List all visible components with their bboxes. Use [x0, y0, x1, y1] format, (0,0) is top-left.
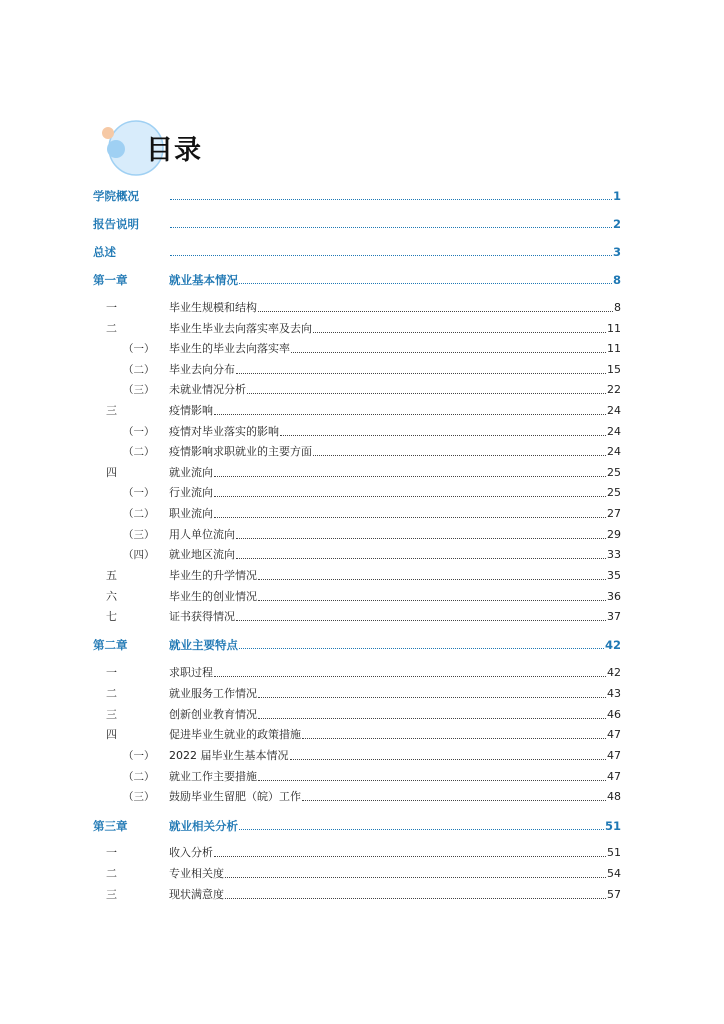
toc-dot-leader: [239, 282, 612, 284]
toc-page-number: 24: [607, 445, 621, 458]
toc-entry-number: 总述: [93, 245, 116, 259]
toc-dot-leader: [225, 897, 606, 899]
toc-dot-leader: [239, 828, 604, 830]
toc-entry-number: 五: [106, 569, 117, 582]
toc-entry[interactable]: [93, 786, 621, 804]
toc-dot-leader: [214, 675, 606, 677]
toc-dot-leader: [258, 599, 606, 601]
toc-entry-label: 疫情影响: [169, 404, 213, 417]
toc-entry-label: 求职过程: [169, 666, 213, 679]
toc-page-number: 46: [607, 708, 621, 721]
toc-page-number: 25: [607, 466, 621, 479]
toc-entry-number: （四）: [123, 549, 155, 561]
toc-entry[interactable]: [93, 586, 621, 604]
toc-dot-leader: [313, 331, 606, 333]
toc-entry-number: 三: [106, 708, 117, 721]
toc-entry-number: （一）: [123, 343, 155, 355]
toc-entry[interactable]: [93, 379, 621, 397]
toc-entry-number: 四: [106, 728, 117, 741]
toc-entry[interactable]: [93, 318, 621, 336]
toc-page-number: 29: [607, 528, 621, 541]
toc-page-number: 51: [607, 846, 621, 859]
toc-entry-label: 收入分析: [169, 846, 213, 859]
toc-entry[interactable]: [93, 815, 621, 833]
toc-entry[interactable]: [93, 704, 621, 722]
toc-dot-leader: [170, 198, 612, 200]
toc-entry[interactable]: [93, 606, 621, 624]
toc-dot-leader: [239, 647, 604, 649]
toc-entry[interactable]: [93, 766, 621, 784]
toc-entry-number: 一: [106, 846, 117, 859]
toc-page-number: 22: [607, 383, 621, 396]
toc-entry[interactable]: [93, 185, 621, 203]
toc-entry[interactable]: [93, 634, 621, 652]
toc-entry[interactable]: [93, 241, 621, 259]
toc-dot-leader: [258, 717, 606, 719]
toc-entry-number: 学院概况: [93, 189, 139, 203]
toc-entry-number: 二: [106, 867, 117, 880]
page-title: 目录: [146, 135, 202, 166]
toc-entry[interactable]: [93, 662, 621, 680]
toc-entry[interactable]: [93, 884, 621, 902]
toc-page-number: 11: [607, 322, 621, 335]
toc-dot-leader: [214, 495, 606, 497]
toc-entry[interactable]: [93, 213, 621, 231]
toc-entry-number: 第三章: [93, 819, 128, 833]
toc-entry-label: 鼓励毕业生留肥（皖）工作: [169, 790, 301, 803]
toc-page-number: 3: [612, 245, 621, 259]
toc-entry[interactable]: [93, 338, 621, 356]
toc-page-number: 25: [607, 486, 621, 499]
toc-entry-number: （一）: [123, 426, 155, 438]
toc-entry[interactable]: [93, 359, 621, 377]
toc-page-number: 51: [604, 819, 621, 833]
toc-page-number: 24: [607, 404, 621, 417]
toc-entry-label: 用人单位流向: [169, 528, 235, 541]
toc-dot-leader: [214, 855, 606, 857]
toc-entry[interactable]: [93, 683, 621, 701]
toc-dot-leader: [170, 254, 612, 256]
toc-dot-leader: [170, 226, 612, 228]
toc-entry-label: 创新创业教育情况: [169, 708, 257, 721]
toc-entry[interactable]: [93, 297, 621, 315]
toc-entry-number: （三）: [123, 529, 155, 541]
toc-page-number: 24: [607, 425, 621, 438]
toc-dot-leader: [236, 557, 606, 559]
toc-page-number: 15: [607, 363, 621, 376]
toc-entry-label: 就业相关分析: [169, 819, 238, 833]
toc-dot-leader: [214, 475, 606, 477]
toc-dot-leader: [236, 372, 606, 374]
toc-entry-label: 毕业生毕业去向落实率及去向: [169, 322, 312, 335]
toc-dot-leader: [258, 779, 606, 781]
toc-entry-number: （三）: [123, 791, 155, 803]
toc-entry-label: 毕业生的升学情况: [169, 569, 257, 582]
toc-entry-label: 促进毕业生就业的政策措施: [169, 728, 301, 741]
toc-page-number: 8: [612, 273, 621, 287]
toc-page-number: 47: [607, 749, 621, 762]
toc-entry-number: 四: [106, 466, 117, 479]
toc-page-number: 33: [607, 548, 621, 561]
toc-page-number: 37: [607, 610, 621, 623]
toc-dot-leader: [236, 537, 606, 539]
toc-entry-label: 疫情对毕业落实的影响: [169, 425, 279, 438]
toc-dot-leader: [214, 413, 606, 415]
toc-page-number: 8: [614, 301, 621, 314]
toc-page-number: 11: [607, 342, 621, 355]
toc-entry-label: 职业流向: [169, 507, 213, 520]
toc-dot-leader: [290, 758, 607, 760]
toc-dot-leader: [258, 696, 606, 698]
toc-entry-number: （一）: [123, 750, 155, 762]
toc-entry[interactable]: [93, 400, 621, 418]
toc-entry-label: 就业服务工作情况: [169, 687, 257, 700]
toc-entry[interactable]: [93, 863, 621, 881]
toc-entry-label: 就业主要特点: [169, 638, 238, 652]
toc-dot-leader: [258, 310, 613, 312]
toc-entry-label: 现状满意度: [169, 888, 224, 901]
toc-entry[interactable]: [93, 482, 621, 500]
toc-entry[interactable]: [93, 745, 621, 763]
toc-entry-label: 疫情影响求职就业的主要方面: [169, 445, 312, 458]
toc-entry-label: 未就业情况分析: [169, 383, 246, 396]
toc-page-number: 47: [607, 770, 621, 783]
toc-dot-leader: [302, 799, 606, 801]
toc-entry-label: 就业地区流向: [169, 548, 235, 561]
toc-dot-leader: [247, 392, 606, 394]
toc-entry[interactable]: [93, 441, 621, 459]
toc-entry-label: 就业基本情况: [169, 273, 238, 287]
toc-dot-leader: [236, 619, 606, 621]
toc-entry-number: 二: [106, 687, 117, 700]
toc-dot-leader: [313, 454, 606, 456]
toc-page-number: 42: [607, 666, 621, 679]
toc-entry[interactable]: [93, 842, 621, 860]
toc-entry-number: 七: [106, 610, 117, 623]
toc-entry-label: 2022 届毕业生基本情况: [169, 749, 289, 762]
toc-entry-number: 六: [106, 590, 117, 603]
toc-page-number: 48: [607, 790, 621, 803]
toc-entry-number: 三: [106, 404, 117, 417]
toc-entry[interactable]: [93, 524, 621, 542]
toc-entry-label: 专业相关度: [169, 867, 224, 880]
toc-page-number: 27: [607, 507, 621, 520]
toc-page-number: 42: [604, 638, 621, 652]
toc-page-number: 36: [607, 590, 621, 603]
toc-dot-leader: [258, 578, 606, 580]
toc-page-number: 54: [607, 867, 621, 880]
toc-entry[interactable]: [93, 724, 621, 742]
toc-entry[interactable]: [93, 565, 621, 583]
toc-entry-number: 一: [106, 666, 117, 679]
toc-entry-number: （二）: [123, 508, 155, 520]
toc-entry-number: （二）: [123, 771, 155, 783]
toc-entry-label: 毕业生的创业情况: [169, 590, 257, 603]
toc-entry-number: （二）: [123, 446, 155, 458]
toc-page-number: 35: [607, 569, 621, 582]
toc-entry-label: 就业工作主要措施: [169, 770, 257, 783]
toc-entry[interactable]: [93, 421, 621, 439]
toc-dot-leader: [214, 516, 606, 518]
toc-dot-leader: [280, 434, 606, 436]
toc-entry-number: 二: [106, 322, 117, 335]
toc-entry-label: 就业流向: [169, 466, 213, 479]
toc-entry-number: （二）: [123, 364, 155, 376]
toc-entry[interactable]: [93, 503, 621, 521]
toc-entry-number: 三: [106, 888, 117, 901]
toc-entry-label: 毕业去向分布: [169, 363, 235, 376]
toc-entry-label: 行业流向: [169, 486, 213, 499]
toc-page-number: 43: [607, 687, 621, 700]
toc-entry-label: 毕业生规模和结构: [169, 301, 257, 314]
toc-entry-number: （一）: [123, 487, 155, 499]
toc-dot-leader: [225, 876, 606, 878]
toc-entry[interactable]: [93, 269, 621, 287]
toc-page-number: 47: [607, 728, 621, 741]
toc-entry-number: （三）: [123, 384, 155, 396]
toc-page-number: 1: [612, 189, 621, 203]
toc-page-number: 57: [607, 888, 621, 901]
toc-entry[interactable]: [93, 462, 621, 480]
toc-entry-label: 毕业生的毕业去向落实率: [169, 342, 290, 355]
toc-entry[interactable]: [93, 544, 621, 562]
toc-dot-leader: [291, 351, 606, 353]
toc-entry-number: 第一章: [93, 273, 128, 287]
toc-entry-number: 一: [106, 301, 117, 314]
toc-entry-label: 证书获得情况: [169, 610, 235, 623]
toc-entry-number: 第二章: [93, 638, 128, 652]
toc-entry-number: 报告说明: [93, 217, 139, 231]
toc-page-number: 2: [612, 217, 621, 231]
toc-dot-leader: [302, 737, 606, 739]
